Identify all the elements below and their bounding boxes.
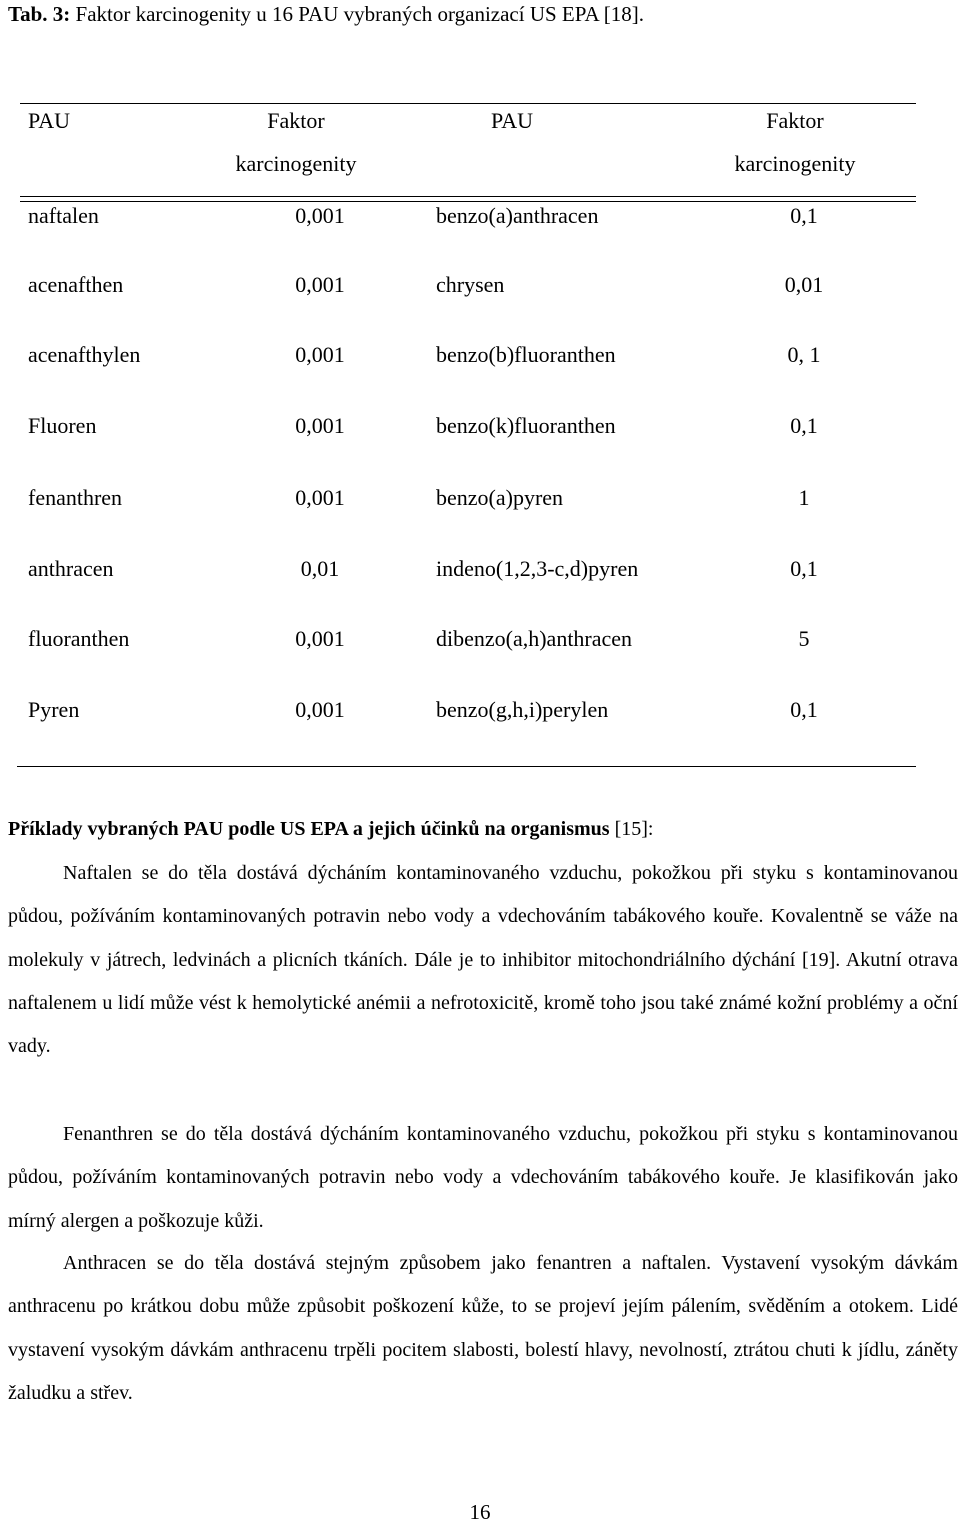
header-factor-right (700, 108, 890, 177)
factor-right: 1 (798, 485, 810, 510)
header-factor-right-line2: karcinogenity (734, 151, 856, 176)
pau-left: Fluoren (28, 413, 97, 438)
factor-left: 0,01 (300, 556, 340, 581)
header-factor-left-line2: karcinogenity (235, 151, 357, 176)
factor-right: 5 (798, 626, 810, 651)
pau-right: indeno(1,2,3-c,d)pyren (436, 556, 639, 581)
pau-left: fluoranthen (28, 626, 130, 651)
factor-left: 0,001 (295, 626, 345, 651)
pau-right: benzo(a)pyren (436, 485, 564, 510)
factor-right: 0,1 (790, 413, 818, 438)
factor-right: 0,1 (790, 697, 818, 722)
factor-left: 0,001 (295, 697, 345, 722)
header-factor-left-line1: Faktor (267, 108, 325, 133)
pau-left: fenanthren (28, 485, 123, 510)
paragraph-fenanthren: Fenanthren se do těla dostává dýcháním kontaminovaného vzduchu, pokožkou při styku s kontaminovanou půdou, požíváním kontaminovaných potravin nebo vody a vdechováním tabákového kouře. Je klasifikován jako mírný alergen a poškozuje kůži. (8, 1123, 958, 1232)
factor-right: 0, 1 (787, 342, 821, 367)
pau-left: anthracen (28, 556, 114, 581)
pau-left: Pyren (28, 697, 80, 722)
factor-left: 0,001 (295, 342, 345, 367)
factor-right: 0,01 (784, 272, 824, 297)
header-pau-left: PAU (28, 108, 70, 133)
section-title-text: Příklady vybraných PAU podle US EPA a jejich účinků na organismus (8, 818, 610, 840)
table-caption-label: Tab. 3: (8, 2, 71, 26)
table-caption (8, 0, 644, 28)
factor-left: 0,001 (295, 272, 345, 297)
pau-right: benzo(g,h,i)perylen (436, 697, 609, 722)
header-factor-right-line1: Faktor (766, 108, 824, 133)
page-number: 16 (469, 1500, 491, 1524)
paragraph-naftalen: Naftalen se do těla dostává dýcháním kontaminovaného vzduchu, pokožkou při styku s kontaminovanou půdou, požíváním kontaminovaných potravin nebo vody a vdechováním tabákového kouře. Kovalentně se váže na molekuly v játrech, ledvinách a plicních tkáních. Dále je to inhibitor mitochondriálního dýchání [19]. Akutní otrava naftalenem u lidí může vést k hemolytické anémii a nefrotoxicitě, kromě toho jsou také známé kožní problémy a oční vady. (8, 862, 958, 1058)
factor-left: 0,001 (295, 203, 345, 228)
factor-right: 0,1 (790, 556, 818, 581)
pau-right: dibenzo(a,h)anthracen (436, 626, 633, 651)
table-bottom-rule (17, 766, 916, 767)
paragraph-anthracen: Anthracen se do těla dostává stejným způsobem jako fenantren a naftalen. Vystavení vysokým dávkám anthracenu po krátkou dobu může způsobit poškození kůže, to se projeví jejím pálením, svěděním a otokem. Lidé vystavení vysokým dávkám anthracenu trpěli pocitem slabosti, bolestí hlavy, nevolností, ztrátou chuti k jídlu, záněty žaludku a střev. (8, 1252, 958, 1404)
factor-left: 0,001 (295, 485, 345, 510)
table-top-rule (20, 103, 916, 104)
header-pau-right: PAU (491, 108, 533, 133)
section-title (8, 815, 653, 843)
header-factor-left (206, 108, 386, 177)
pau-right: chrysen (436, 272, 505, 297)
table-caption-text: Faktor karcinogenity u 16 PAU vybraných organizací US EPA [18]. (70, 2, 645, 26)
pau-left: naftalen (28, 203, 99, 228)
section-title-ref: [15]: (609, 818, 654, 840)
pau-right: benzo(b)fluoranthen (436, 342, 616, 367)
factor-left: 0,001 (295, 413, 345, 438)
pau-left: acenafthen (28, 272, 124, 297)
pau-right: benzo(a)anthracen (436, 203, 599, 228)
header-rule-2 (20, 201, 916, 202)
header-rule-1 (20, 196, 916, 197)
pau-right: benzo(k)fluoranthen (436, 413, 616, 438)
factor-right: 0,1 (790, 203, 818, 228)
pau-left: acenafthylen (28, 342, 141, 367)
